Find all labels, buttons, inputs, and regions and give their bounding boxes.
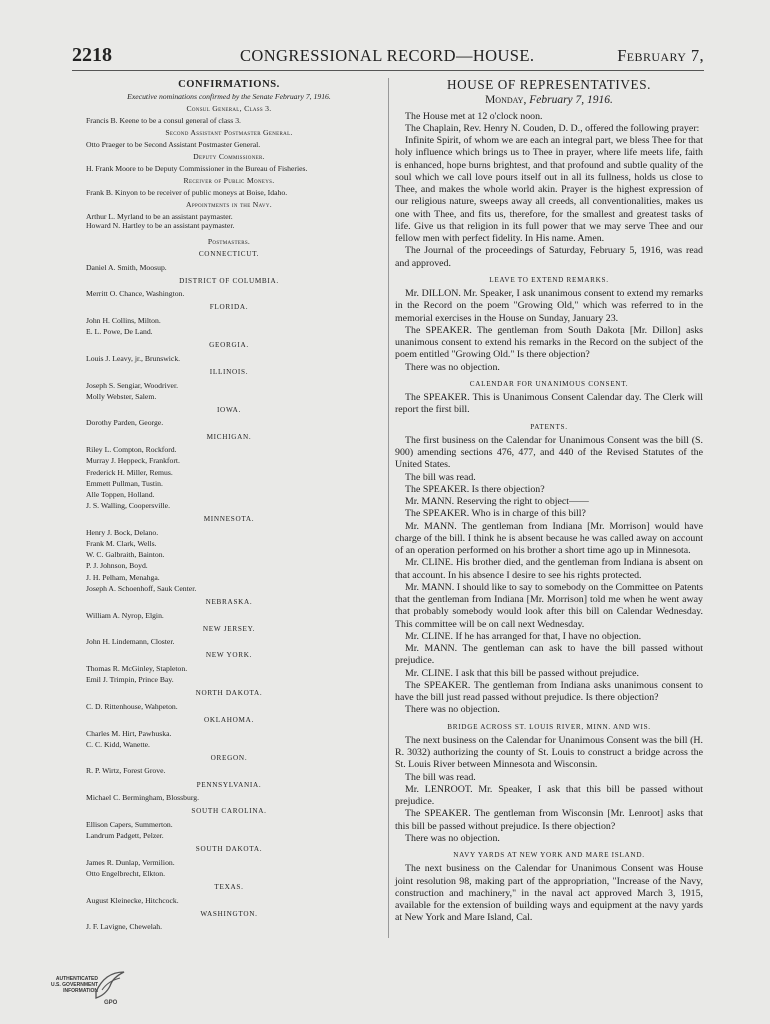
section-paragraph: Mr. MANN. I should like to say to somebody on the Committee on Patents that the gentleman from Indiana [Mr. Morrison] told me when he went away that probably somebody would look after this bill on Calendar Wednesday. This committee will be on call next Wednesday. xyxy=(395,581,703,630)
postmaster-name: John H. Lindemann, Closter. xyxy=(86,637,175,647)
section-paragraph: The SPEAKER. This is Unanimous Consent Calendar day. The Clerk will report the first bill. xyxy=(395,392,703,416)
postmaster-name: Michael C. Bermingham, Blossburg. xyxy=(86,793,200,803)
postmaster-name: J. S. Walling, Coopersville. xyxy=(86,501,171,511)
postmaster-name: Murray J. Heppeck, Frankfort. xyxy=(86,456,180,466)
postmaster-name: C. D. Rittenhouse, Wahpeton. xyxy=(86,701,178,711)
section-paragraph: The bill was read. xyxy=(405,471,476,483)
postmaster-name: C. C. Kidd, Wanette. xyxy=(86,739,150,749)
section-paragraph: There was no objection. xyxy=(405,832,500,844)
header-date: February 7, xyxy=(617,46,704,65)
postmaster-name: Molly Webster, Salem. xyxy=(86,391,157,401)
section-title: CALENDAR FOR UNANIMOUS CONSENT. xyxy=(469,379,629,388)
postmaster-name: Emil J. Trimpin, Prince Bay. xyxy=(86,675,174,685)
postmaster-name: Frank M. Clark, Wells. xyxy=(86,539,157,549)
section-title: PATENTS. xyxy=(530,422,568,431)
section-paragraph: Mr. MANN. The gentleman can ask to have the bill passed without prejudice. xyxy=(395,643,703,667)
postmaster-name: Merritt O. Chance, Washington. xyxy=(86,289,185,299)
section-paragraph: There was no objection. xyxy=(405,361,500,373)
state-heading: OKLAHOMA. xyxy=(203,716,255,725)
opening-paragraph: The Chaplain, Rev. Henry N. Couden, D. D., offered the following prayer: xyxy=(405,122,700,134)
postmaster-name: J. H. Pelham, Menahga. xyxy=(86,572,160,582)
gpo-authentication-seal xyxy=(38,970,128,1012)
confirmation-text: Arthur L. Myrland to be an assistant paymaster. Howard N. Hartley to be an assistant paymaster. xyxy=(86,211,235,230)
right-column xyxy=(395,77,703,925)
postmaster-list xyxy=(76,250,382,933)
section-paragraph: Mr. LENROOT. Mr. Speaker, I ask that this bill be passed without prejudice. xyxy=(395,783,703,807)
running-title: CONGRESSIONAL RECORD—HOUSE. xyxy=(240,46,535,65)
section-title: BRIDGE ACROSS ST. LOUIS RIVER, MINN. AND WIS. xyxy=(447,722,651,731)
section-paragraph: Mr. CLINE. I ask that this bill be passed without prejudice. xyxy=(405,667,639,679)
house-heading: HOUSE OF REPRESENTATIVES. xyxy=(446,77,652,92)
executive-nominations-line: Executive nominations confirmed by the Senate February 7, 1916. xyxy=(127,91,331,101)
confirmation-section-title: Appointments in the Navy. xyxy=(186,200,272,209)
postmaster-name: Alle Toppen, Holland. xyxy=(86,489,155,499)
gpo-seal-text: AUTHENTICATED U.S. GOVERNMENT INFORMATION xyxy=(51,976,98,994)
postmaster-name: P. J. Johnson, Boyd. xyxy=(86,561,148,571)
state-heading: MINNESOTA. xyxy=(203,515,255,524)
confirmation-text: Francis B. Keene to be a consul general of class 3. xyxy=(86,115,241,125)
postmaster-name: Riley L. Compton, Rockford. xyxy=(86,445,177,455)
opening-paragraph: Infinite Spirit, of whom we are each an integral part, we bless Thee for that holy influence which brings us to Thee in prayer, where life meets life, faith is enhanced, hope burns brightest, and that profound and subtle quality of the soul which we call love pours itself out in all its fullness, holds us close to Thee, and makes the whole world akin. Prayer is the highest expression of our religious nature, sweeps away all creeds, all conventionalities, makes us one with Thee, and fits us, therefore, for the smallest and greatest tasks of life. Give us that religion in its full power that we may serve Thee and our fellow men with perfect fidelity. In His name. Amen. xyxy=(395,135,703,244)
left-column xyxy=(76,80,382,933)
section-paragraph: The next business on the Calendar for Unanimous Consent was House joint resolution 98, making part of the appropriation, "Increase of the Navy, construction and machinery," in the naval act approved March 3, 1915, available for the extension of building ways and equipment at the navy yards at New York and Mare Island, Cal. xyxy=(395,863,703,924)
confirmation-text: Otto Praeger to be Second Assistant Postmaster General. xyxy=(86,139,261,149)
section-paragraph: Mr. MANN. The gentleman from Indiana [Mr. Morrison] would have charge of the bill. I think he is absent because he was called away on account of an operation performed on his brother a short time ago up in Minnesota. xyxy=(395,520,703,556)
confirmation-text: H. Frank Moore to be Deputy Commissioner in the Bureau of Fisheries. xyxy=(86,163,308,173)
state-heading: NEW YORK. xyxy=(205,651,253,660)
confirmations-heading: CONFIRMATIONS. xyxy=(178,79,280,90)
proceedings-sections xyxy=(395,274,703,925)
state-heading: WASHINGTON. xyxy=(200,909,258,918)
opening-paragraph: The Journal of the proceedings of Saturday, February 5, 1916, was read and approved. xyxy=(395,245,703,269)
postmaster-name: Otto Engelbrecht, Elkton. xyxy=(86,869,165,878)
section-paragraph: The SPEAKER. Who is in charge of this bill? xyxy=(405,508,586,520)
state-heading: ILLINOIS. xyxy=(209,368,249,377)
gpo-mark: GPO xyxy=(104,1000,118,1006)
postmaster-name: Ellison Capers, Summerton. xyxy=(86,819,173,829)
state-heading: OREGON. xyxy=(210,753,248,762)
postmaster-name: R. P. Wirtz, Forest Grove. xyxy=(86,766,166,776)
confirmation-section-title: Receiver of Public Moneys. xyxy=(183,176,275,185)
state-heading: MICHIGAN. xyxy=(206,432,252,441)
postmaster-name: August Kleinecke, Hitchcock. xyxy=(86,895,179,905)
postmaster-name: J. F. Lavigne, Chewelah. xyxy=(86,922,163,932)
opening-proceedings xyxy=(395,111,703,270)
section-paragraph: The SPEAKER. The gentleman from South Dakota [Mr. Dillon] asks unanimous consent to extend his remarks in the Record on the subject of the poem entitled "Growing Old." Is there objection? xyxy=(395,324,703,361)
state-heading: TEXAS. xyxy=(214,883,244,892)
header-rule xyxy=(72,70,704,71)
postmasters-heading: Postmasters. xyxy=(207,236,251,246)
state-heading: SOUTH CAROLINA. xyxy=(191,807,267,816)
state-heading: FLORIDA. xyxy=(209,303,249,312)
section-paragraph: The SPEAKER. The gentleman from Indiana asks unanimous consent to have the bill just read passed without prejudice. Is there objection? xyxy=(395,679,703,703)
postmaster-name: Thomas R. McGinley, Stapleton. xyxy=(86,663,188,673)
postmaster-name: Emmett Pullman, Tustin. xyxy=(86,478,163,488)
section-paragraph: Mr. CLINE. His brother died, and the gentleman from Indiana is absent on that account. In his absence I desire to see his rights protected. xyxy=(395,557,703,581)
state-heading: PENNSYLVANIA. xyxy=(196,780,262,789)
section-paragraph: The bill was read. xyxy=(405,771,476,783)
postmaster-name: Joseph A. Schoenhoff, Sauk Center. xyxy=(86,583,197,593)
postmaster-name: Charles M. Hirt, Pawhuska. xyxy=(86,728,172,738)
confirmation-section-title: Second Assistant Postmaster General. xyxy=(165,128,293,137)
postmaster-name: Dorothy Parden, George. xyxy=(86,418,164,428)
confirmation-text: Frank B. Kinyon to be receiver of public moneys at Boise, Idaho. xyxy=(86,187,288,197)
section-paragraph: The SPEAKER. The gentleman from Wisconsin [Mr. Lenroot] asks that this bill be passed without prejudice. Is there objection? xyxy=(395,808,703,832)
state-heading: NEBRASKA. xyxy=(205,598,253,607)
confirmation-section-title: Consul General, Class 3. xyxy=(186,104,272,113)
session-day: Monday, xyxy=(485,94,527,107)
page-number: 2218 xyxy=(72,44,112,66)
postmaster-name: Louis J. Leavy, jr., Brunswick. xyxy=(86,353,181,363)
state-heading: GEORGIA. xyxy=(209,341,249,350)
postmaster-name: William A. Nyrop, Elgin. xyxy=(86,610,164,620)
confirmation-section-title: Deputy Commissioner. xyxy=(193,152,265,161)
state-heading: IOWA. xyxy=(216,405,242,414)
section-paragraph: The SPEAKER. Is there objection? xyxy=(405,483,545,495)
state-heading: DISTRICT OF COLUMBIA. xyxy=(179,276,279,285)
page-header xyxy=(72,44,704,70)
eagle-icon xyxy=(92,970,126,1000)
postmaster-name: W. C. Galbraith, Bainton. xyxy=(86,550,165,560)
section-paragraph: The first business on the Calendar for Unanimous Consent was the bill (S. 900) amending sections 476, 477, and 440 of the Revised Statutes of the United States. xyxy=(395,434,703,471)
postmaster-name: Henry J. Bock, Delano. xyxy=(86,527,159,537)
opening-paragraph: The House met at 12 o'clock noon. xyxy=(405,110,543,122)
postmaster-name: John H. Collins, Milton. xyxy=(86,315,161,325)
session-date-text: February 7, 1916. xyxy=(529,94,613,107)
section-paragraph: Mr. MANN. Reserving the right to object—— xyxy=(405,496,589,507)
state-heading: NORTH DAKOTA. xyxy=(195,689,263,698)
session-date xyxy=(395,94,703,106)
section-paragraph: Mr. CLINE. If he has arranged for that, I have no objection. xyxy=(405,630,642,642)
postmaster-name: E. L. Powe, De Land. xyxy=(86,327,153,337)
postmaster-name: Frederick H. Miller, Remus. xyxy=(86,467,173,477)
section-title: NAVY YARDS AT NEW YORK AND MARE ISLAND. xyxy=(453,851,645,859)
postmaster-name: Landrum Padgett, Pelzer. xyxy=(86,831,164,841)
state-heading: SOUTH DAKOTA. xyxy=(195,845,263,854)
section-paragraph: There was no objection. xyxy=(405,704,500,716)
state-heading: CONNECTICUT. xyxy=(198,250,260,258)
section-title: LEAVE TO EXTEND REMARKS. xyxy=(489,275,609,284)
state-heading: NEW JERSEY. xyxy=(202,624,256,633)
postmaster-name: James R. Dunlap, Vermilion. xyxy=(86,857,175,867)
postmaster-name: Joseph S. Sengiar, Woodriver. xyxy=(86,380,179,390)
confirmation-sections xyxy=(76,104,382,231)
section-paragraph: The next business on the Calendar for Unanimous Consent was the bill (H. R. 3032) authorizing the county of St. Louis to construct a bridge across the St. Louis River between Minnesota and Wisconsin. xyxy=(395,734,703,771)
column-divider xyxy=(388,78,389,938)
postmaster-name: Daniel A. Smith, Moosup. xyxy=(86,262,167,272)
section-paragraph: Mr. DILLON. Mr. Speaker, I ask unanimous consent to extend my remarks in the Record on the poem "Growing Old," which was referred to in the memorial exercises in the House on Sunday, January 23. xyxy=(395,288,703,324)
